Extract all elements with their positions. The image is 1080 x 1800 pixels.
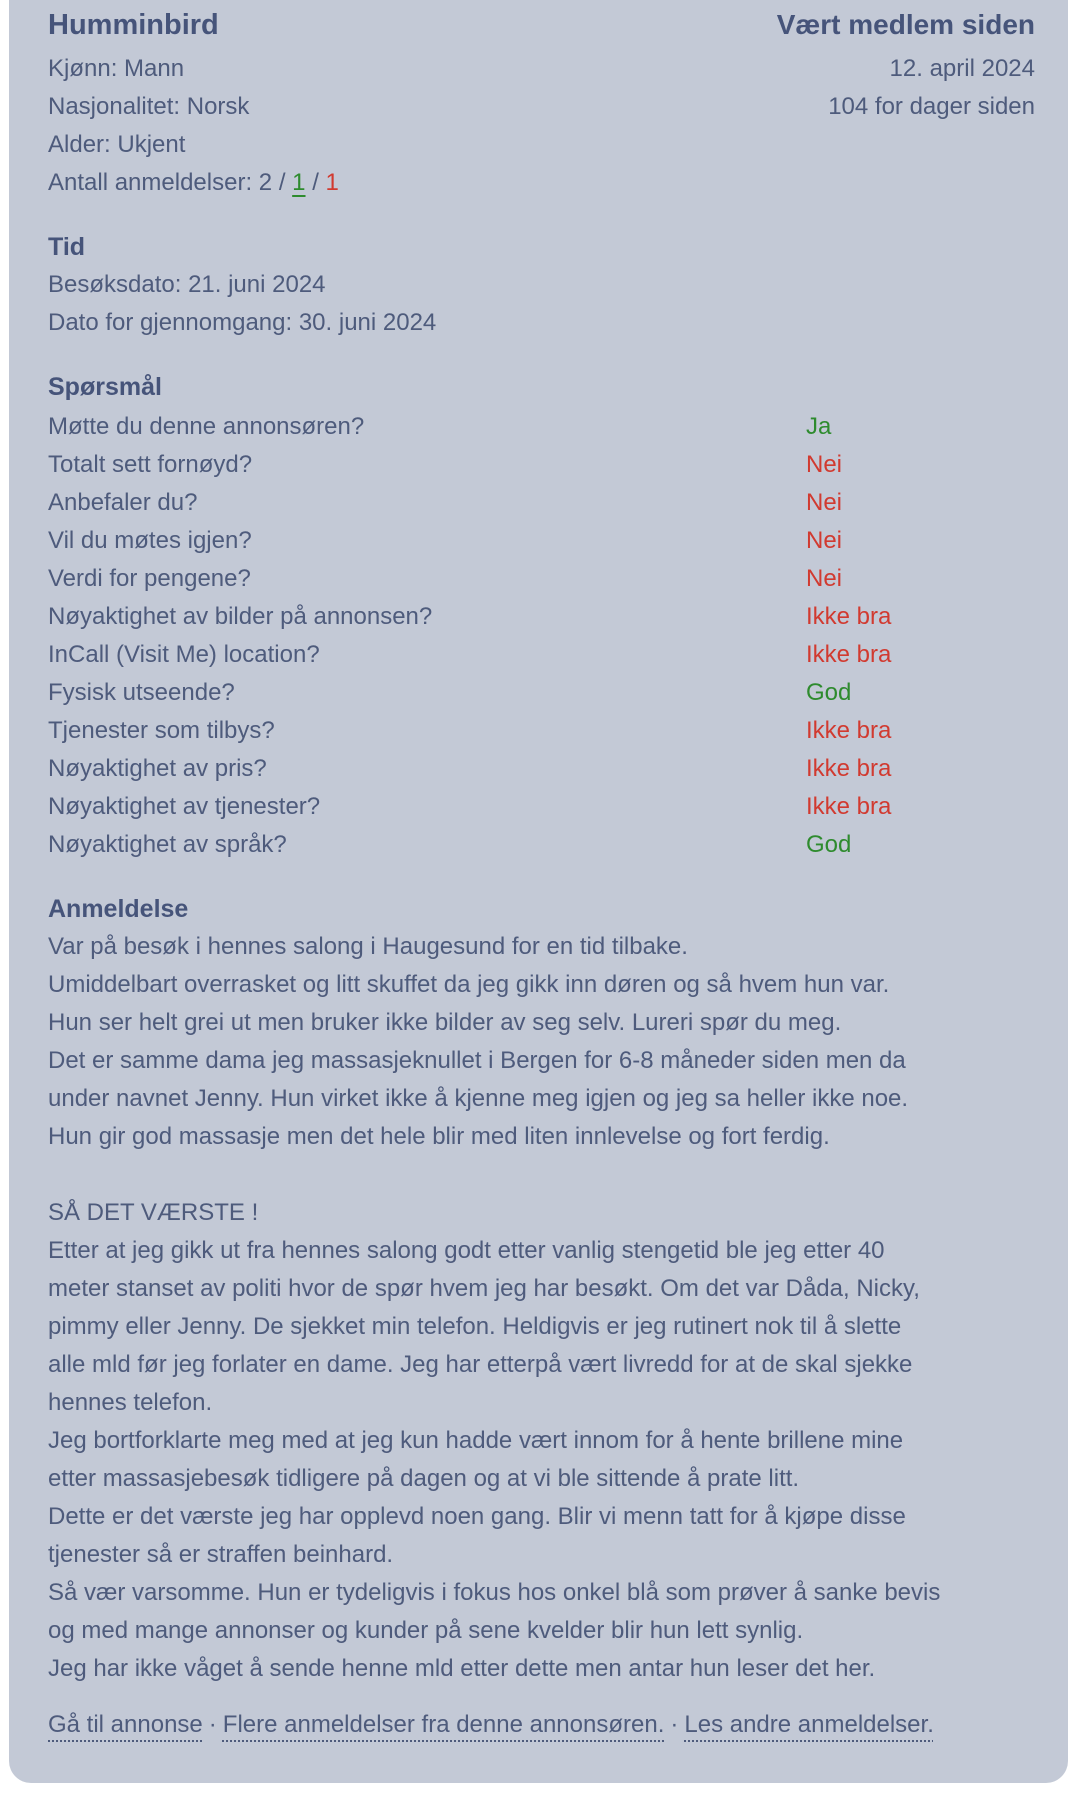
answer-value: Ikke bra (806, 755, 892, 782)
question-label: Verdi for pengene? (48, 565, 251, 592)
review-text-line: meter stanset av politi hvor de spør hvem jeg har besøkt. Om det var Dåda, Nicky, (48, 1275, 920, 1302)
question-row (48, 560, 1035, 598)
review-text-line: tjenester så er straffen beinhard. (48, 1541, 394, 1568)
answer-value: Nei (806, 565, 843, 592)
review-blank-line (48, 1156, 1035, 1194)
review-text-line: Hun ser helt grei ut men bruker ikke bilder av seg selv. Lureri spør du meg. (48, 1009, 842, 1036)
review-text-line: og med mange annonser og kunder på sene kvelder blir hun lett synlig. (48, 1617, 804, 1644)
question-row (48, 788, 1035, 826)
question-row (48, 750, 1035, 788)
question-label: Møtte du denne annonsøren? (48, 413, 365, 440)
review-text-line: Det er samme dama jeg massasjeknullet i Bergen for 6-8 måneder siden men da (48, 1047, 906, 1074)
visit-date-line: Besøksdato: 21. juni 2024 (48, 271, 326, 298)
question-row (48, 598, 1035, 636)
footer-link[interactable]: Flere anmeldelser fra denne annonsøren. (222, 1711, 665, 1738)
question-label: Nøyaktighet av språk? (48, 831, 287, 858)
question-row (48, 712, 1035, 750)
answer-value: Nei (806, 451, 843, 478)
review-counts-separator: / (278, 169, 286, 196)
review-text-line: Hun gir god massasje men det hele blir med liten innlevelse og fort ferdig. (48, 1123, 830, 1150)
question-row (48, 522, 1035, 560)
profile-details (48, 50, 339, 202)
membership-date: 12. april 2024 (889, 55, 1035, 82)
question-row (48, 408, 1035, 446)
footer-link[interactable]: Les andre anmeldelser. (684, 1711, 934, 1738)
review-text-line: Jeg har ikke våget å sende henne mld etter dette men antar hun leser det her. (48, 1655, 876, 1682)
review-card (9, 0, 1068, 1783)
question-row (48, 826, 1035, 864)
question-label: Nøyaktighet av tjenester? (48, 793, 321, 820)
answer-value: Nei (806, 489, 843, 516)
questions-section-heading: Spørsmål (48, 373, 162, 401)
review-text-line: alle mld før jeg forlater en dame. Jeg har etterpå vært livredd for at de skal sjekke (48, 1351, 913, 1378)
question-label: Nøyaktighet av bilder på annonsen? (48, 603, 433, 630)
review-counts-separator: / (312, 169, 319, 196)
question-label: Anbefaler du? (48, 489, 198, 516)
footer-link[interactable]: Gå til annonse (48, 1711, 203, 1738)
question-row (48, 446, 1035, 484)
review-text-line: Jeg bortforklarte meg med at jeg kun hadde vært innom for å hente brillene mine (48, 1427, 904, 1454)
question-label: Totalt sett fornøyd? (48, 451, 253, 478)
review-counts-negative: 1 (325, 169, 339, 196)
answer-value: Ikke bra (806, 641, 892, 668)
card-header (48, 4, 1035, 46)
question-label: InCall (Visit Me) location? (48, 641, 320, 668)
question-row (48, 674, 1035, 712)
review-counts-positive-link[interactable]: 1 (292, 169, 306, 196)
profile-age: Alder: Ukjent (48, 131, 186, 158)
answer-value: Nei (806, 527, 843, 554)
review-text-line: hennes telefon. (48, 1389, 213, 1416)
questions-list (48, 408, 1035, 864)
profile-info-row (48, 50, 1035, 202)
footer-separator: · (670, 1711, 679, 1738)
question-row (48, 484, 1035, 522)
review-text-line: Så vær varsomme. Hun er tydeligvis i fokus hos onkel blå som prøver å sanke bevis (48, 1579, 941, 1606)
review-text-line: Umiddelbart overrasket og litt skuffet da jeg gikk inn døren og så hvem hun var. (48, 971, 890, 998)
membership-info (828, 50, 1035, 126)
question-label: Nøyaktighet av pris? (48, 755, 267, 782)
question-label: Tjenester som tilbys? (48, 717, 275, 744)
review-body (48, 928, 1035, 1688)
answer-value: God (806, 831, 852, 858)
answer-value: Ikke bra (806, 603, 892, 630)
review-text-line: pimmy eller Jenny. De sjekket min telefon. Heldigvis er jeg rutinert nok til å slette (48, 1313, 902, 1340)
review-text-line: Etter at jeg gikk ut fra hennes salong godt etter vanlig stengetid ble jeg etter 40 (48, 1237, 885, 1264)
review-counts-line (48, 164, 339, 202)
question-label: Vil du møtes igjen? (48, 527, 252, 554)
question-row (48, 636, 1035, 674)
profile-name: Humminbird (48, 9, 219, 41)
review-text-line: Dette er det værste jeg har opplevd noen gang. Blir vi menn tatt for å kjøpe disse (48, 1503, 906, 1530)
review-counts-total: 2 (258, 169, 273, 196)
footer-links (48, 1706, 1035, 1744)
review-text-line: SÅ DET VÆRSTE ! (48, 1199, 259, 1226)
time-section-heading: Tid (48, 233, 86, 261)
footer-separator: · (208, 1711, 217, 1738)
review-date-line: Dato for gjennomgang: 30. juni 2024 (48, 309, 437, 336)
question-label: Fysisk utseende? (48, 679, 235, 706)
review-text-line: etter massasjebesøk tidligere på dagen og at vi ble sittende å prate litt. (48, 1465, 800, 1492)
answer-value: Ja (806, 413, 832, 440)
review-counts-label: Antall anmeldelser: (48, 169, 253, 196)
profile-gender: Kjønn: Mann (48, 55, 185, 82)
membership-ago: 104 for dager siden (828, 93, 1035, 120)
answer-value: Ikke bra (806, 793, 892, 820)
profile-nationality: Nasjonalitet: Norsk (48, 93, 250, 120)
review-text-line: Var på besøk i hennes salong i Haugesund for en tid tilbake. (48, 933, 688, 960)
answer-value: God (806, 679, 852, 706)
membership-title: Vært medlem siden (776, 9, 1035, 40)
review-text-line: under navnet Jenny. Hun virket ikke å kjenne meg igjen og jeg sa heller ikke noe. (48, 1085, 909, 1112)
answer-value: Ikke bra (806, 717, 892, 744)
review-section-heading: Anmeldelse (48, 895, 189, 923)
time-section-body (48, 266, 1035, 342)
